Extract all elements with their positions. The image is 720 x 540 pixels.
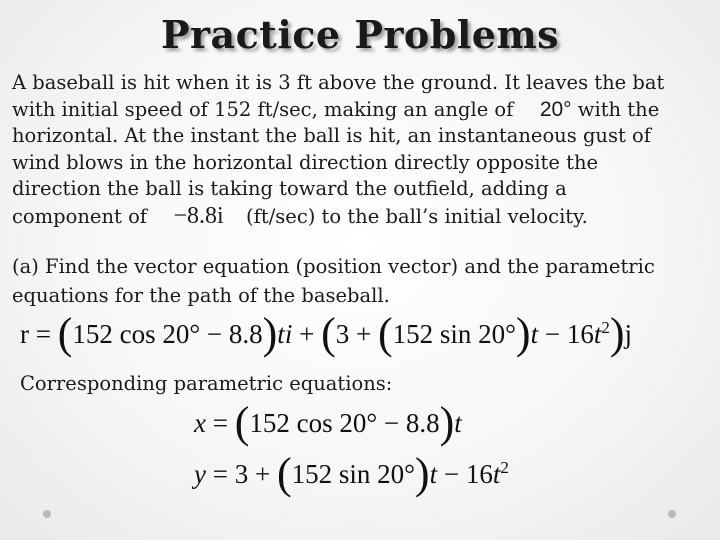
x-equals: =	[205, 408, 235, 438]
paren-close-icon: )	[439, 398, 455, 447]
x-parametric-equation	[194, 398, 462, 447]
problem-line-2	[12, 97, 712, 124]
paren-open-icon: (	[276, 449, 292, 498]
r-i-unit: i	[284, 319, 293, 349]
part-a-line-2: equations for the path of the baseball.	[12, 284, 390, 307]
left-dot-icon	[43, 510, 51, 518]
r-j-inner: 152 sin 20°	[392, 319, 516, 349]
r-j-minus: − 16	[538, 319, 594, 349]
r-i-t: t	[277, 319, 285, 349]
wind-component: −8.8i	[173, 202, 224, 229]
paren-close-icon: )	[414, 449, 430, 498]
slide-title: Practice Problems	[160, 12, 560, 57]
part-a-question	[12, 252, 712, 310]
r-j-t2: t	[593, 319, 602, 349]
problem-line-3: horizontal. At the instant the ball is hit, an instantaneous gust of	[12, 124, 651, 147]
problem-line-6-end: (ft/sec) to the ball’s initial velocity.	[246, 204, 588, 228]
y-equals: = 3 +	[205, 459, 277, 489]
problem-statement	[12, 70, 712, 229]
r-j-t: t	[530, 319, 539, 349]
x-t: t	[454, 408, 462, 438]
paren-open-icon: (	[321, 309, 336, 358]
position-vector-equation	[20, 309, 633, 358]
r-i-inner: 152 cos 20° − 8.8	[72, 319, 263, 349]
angle-value: 20°	[539, 97, 572, 121]
y-parametric-equation	[194, 449, 509, 498]
paren-open-icon: (	[57, 309, 73, 358]
parametric-heading: Corresponding parametric equations:	[20, 372, 393, 395]
paren-open-icon: (	[377, 309, 393, 358]
paren-close-icon: )	[609, 309, 625, 358]
paren-close-icon: )	[262, 309, 278, 358]
y-t: t	[429, 459, 438, 489]
part-a-line-1: (a) Find the vector equation (position vector) and the parametric	[12, 255, 655, 278]
paren-open-icon: (	[234, 398, 250, 447]
r-j-exponent: 2	[601, 318, 610, 337]
problem-line-4: wind blows in the horizontal direction directly opposite the	[12, 150, 599, 174]
y-minus: − 16	[437, 459, 493, 489]
y-inner: 152 sin 20°	[291, 459, 415, 489]
y-lhs: y	[194, 459, 206, 489]
r-plus: +	[292, 319, 322, 349]
r-lhs: r =	[20, 319, 58, 349]
problem-line-6-start: component of	[12, 204, 148, 228]
paren-close-icon: )	[515, 309, 531, 358]
r-j-const: 3 +	[335, 319, 378, 349]
problem-line-5: direction the ball is taking toward the outfield, adding a	[12, 177, 567, 200]
problem-line-2-end: with the	[577, 97, 660, 121]
problem-line-1: A baseball is hit when it is 3 ft above the ground. It leaves the bat	[12, 71, 665, 94]
r-j-unit: j	[624, 319, 633, 349]
y-exponent: 2	[500, 458, 509, 477]
problem-line-2-start: with initial speed of 152 ft/sec, making an angle of	[12, 97, 514, 121]
right-dot-icon	[668, 510, 676, 518]
x-lhs: x	[194, 408, 206, 438]
x-inner: 152 cos 20° − 8.8	[249, 408, 440, 438]
y-t2: t	[492, 459, 501, 489]
problem-line-6	[12, 203, 712, 230]
